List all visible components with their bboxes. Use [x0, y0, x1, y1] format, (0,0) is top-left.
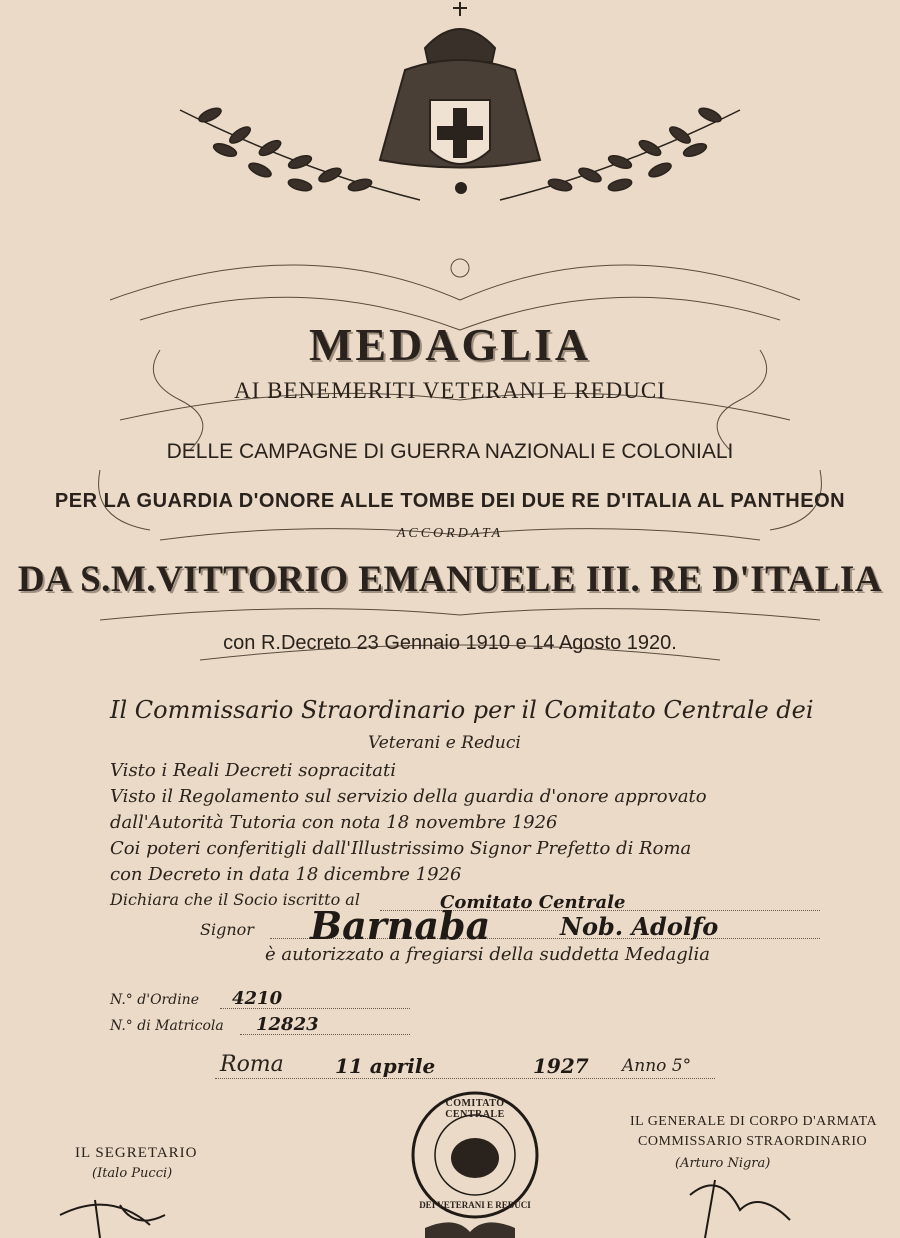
date-era: Anno 5° [622, 1056, 692, 1076]
medal-title: MEDAGLIA [308, 319, 592, 370]
matricola-value: 12823 [256, 1014, 319, 1035]
powers-clause: Coi poteri conferitigli dall'Illustrissimo Signor Prefetto di Roma [110, 838, 692, 859]
declaration-clause: Dichiara che il Socio iscritto al [110, 890, 360, 909]
date-city: Roma [220, 1052, 284, 1077]
royal-crown-icon [425, 2, 495, 62]
authority-line: Il Commissario Straordinario per il Comitato Centrale dei [110, 696, 814, 724]
beneficiaries-line: AI BENEMERITI VETERANI E REDUCI [234, 378, 666, 403]
coat-of-arms-icon [380, 60, 540, 194]
approval-note: dall'Autorità Tutoria con nota 18 novembre 1926 [110, 812, 558, 833]
signor-label: Signor [200, 920, 254, 939]
decree-line: con R.Decreto 23 Gennaio 1910 e 14 Agosto 1920. [223, 632, 677, 654]
fill-line [215, 1078, 715, 1079]
granted-label: ACCORDATA [396, 526, 504, 541]
general-title: IL GENERALE DI CORPO D'ARMATA [630, 1114, 878, 1129]
recipient-given-name: Nob. Adolfo [560, 912, 719, 941]
secretary-title: IL SEGRETARIO [75, 1145, 198, 1161]
authority-line-continued: Veterani e Reduci [368, 733, 521, 753]
committee-fill: Comitato Centrale [440, 892, 626, 913]
secretary-name: (Italo Pucci) [92, 1166, 173, 1181]
considered-regulation: Visto il Regolamento sul servizio della guardia d'onore approvato [110, 786, 707, 807]
order-number-value: 4210 [232, 988, 283, 1009]
grantor-line: DA S.M.VITTORIO EMANUELE III. RE D'ITALIA [17, 559, 883, 600]
guard-of-honor-line: PER LA GUARDIA D'ONORE ALLE TOMBE DEI DUE RE D'ITALIA AL PANTHEON [54, 490, 846, 512]
general-name: (Arturo Nigra) [675, 1156, 771, 1171]
ornament-icon [425, 1222, 515, 1238]
date-day-month: 11 aprile [335, 1054, 436, 1078]
general-role: COMMISSARIO STRAORDINARIO [638, 1134, 868, 1149]
considered-decrees: Visto i Reali Decreti sopracitati [110, 760, 396, 781]
recipient-surname: Barnaba [310, 903, 491, 948]
authorization-clause: è autorizzato a fregiarsi della suddetta Medaglia [265, 944, 711, 965]
date-year: 1927 [533, 1054, 589, 1078]
matricola-label: N.° di Matricola [110, 1018, 224, 1034]
decree-date-clause: con Decreto in data 18 dicembre 1926 [110, 864, 462, 885]
seal-top-text: COMITATO CENTRALE [445, 1098, 505, 1120]
seal-bottom-text: DEI VETERANI E REDUCI [419, 1200, 531, 1210]
order-number-label: N.° d'Ordine [110, 992, 199, 1008]
campaigns-line: DELLE CAMPAGNE DI GUERRA NAZIONALI E COLONIALI [166, 440, 734, 463]
